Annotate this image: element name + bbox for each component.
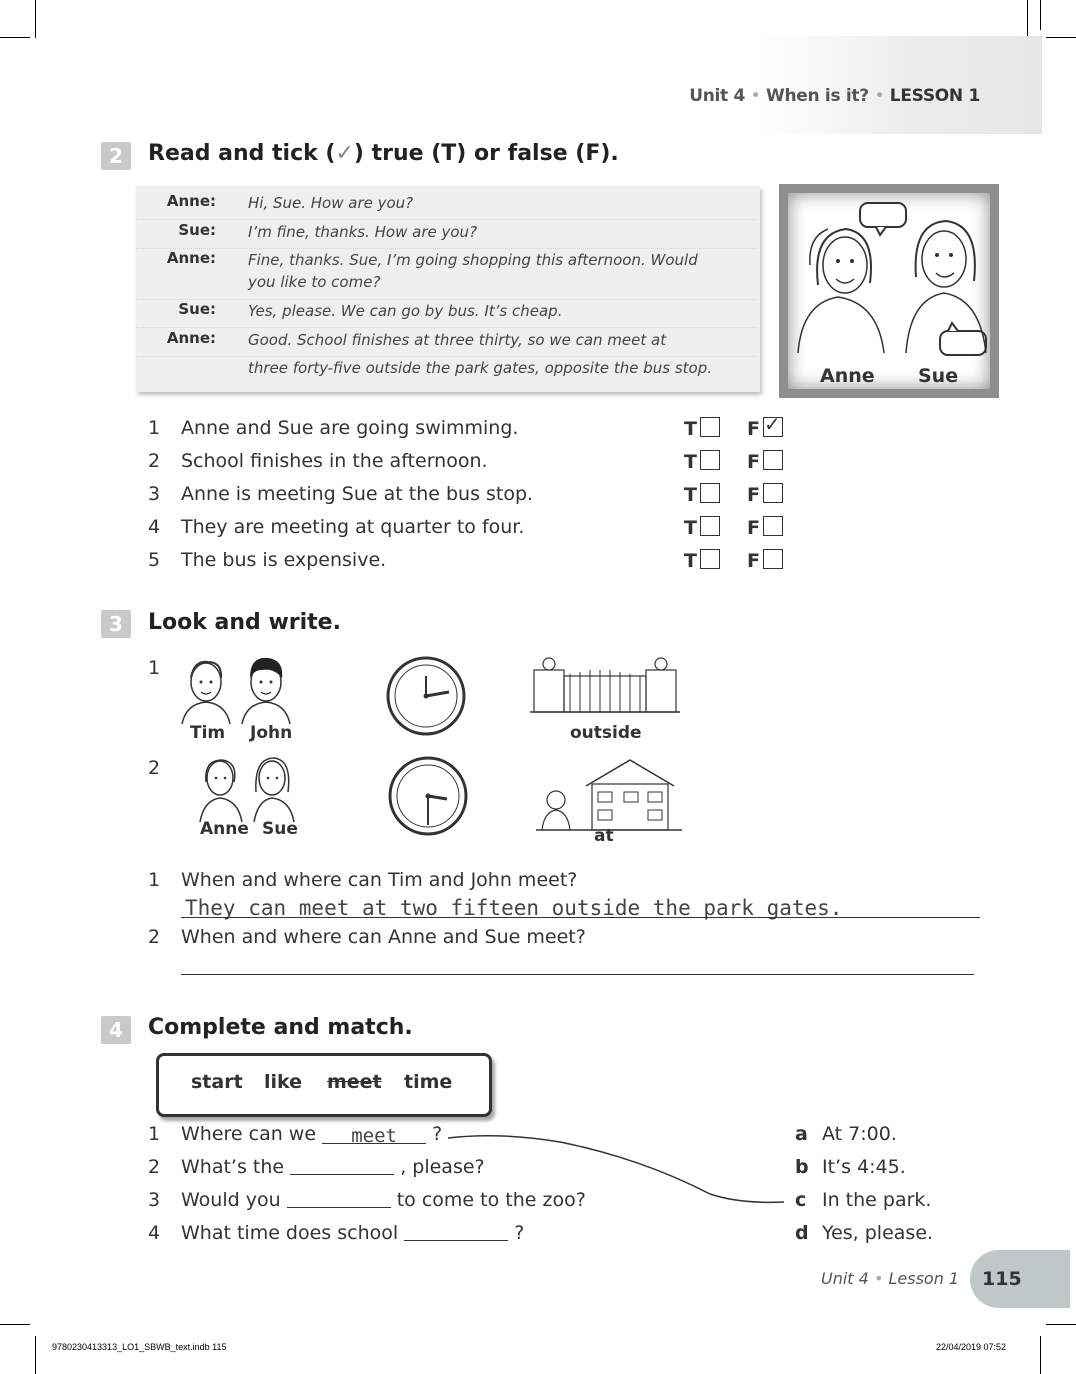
t-label: T [684, 517, 697, 539]
f-label: F [747, 550, 760, 572]
question-text: When and where can Anne and Sue meet? [181, 926, 586, 948]
label-sue: Sue [918, 365, 959, 387]
checkbox[interactable] [700, 450, 720, 470]
false-option[interactable] [747, 450, 783, 473]
true-option[interactable] [684, 516, 720, 539]
f-label: F [747, 517, 760, 539]
dialogue-row [136, 249, 756, 300]
dialogue-line: Good. School finishes at three thirty, so we can meet at [248, 331, 667, 349]
checkbox[interactable] [700, 483, 720, 503]
school-illustration [536, 756, 682, 834]
question-item [148, 926, 586, 948]
sentence-end: ? [432, 1123, 443, 1145]
answer-option [795, 1123, 897, 1145]
header-separator: • [874, 86, 885, 106]
true-option[interactable] [684, 417, 720, 440]
dialogue-box [136, 186, 760, 392]
false-option[interactable] [747, 516, 783, 539]
page-header [689, 86, 980, 106]
sentence-start: Where can we [181, 1123, 317, 1145]
matching-line [440, 1130, 790, 1210]
header-band [760, 36, 1042, 134]
label-anne: Anne [820, 365, 875, 387]
sentence-end: to come to the zoo? [396, 1189, 586, 1211]
crop-mark [1040, 0, 1041, 30]
crop-mark [1027, 0, 1028, 38]
exercise-number: 3 [101, 610, 131, 638]
caption-john: John [250, 723, 293, 743]
option-text: In the park. [822, 1189, 932, 1211]
speaker: Sue: [178, 221, 216, 239]
girls-illustration [196, 756, 304, 824]
speaker: Sue: [178, 300, 216, 318]
option-text: At 7:00. [822, 1123, 897, 1145]
two-girls-illustration [788, 193, 990, 389]
speaker: Anne: [166, 329, 216, 347]
answer-option [795, 1189, 931, 1211]
item-number: 2 [148, 926, 161, 948]
crop-mark [0, 1324, 30, 1325]
word-start: start [191, 1071, 243, 1093]
false-option[interactable] [747, 483, 783, 506]
crop-mark [35, 0, 36, 38]
answer-blank[interactable] [404, 1222, 508, 1241]
title-part: Read and tick ( [148, 141, 336, 166]
sentence-start: What time does school [181, 1222, 399, 1244]
sentence-start: Would you [181, 1189, 281, 1211]
word-time: time [404, 1071, 453, 1093]
header-lesson: LESSON 1 [889, 86, 980, 106]
option-letter: b [795, 1156, 809, 1178]
dialogue-line: Yes, please. We can go by bus. It’s cheap. [248, 302, 563, 320]
header-unit: Unit 4 [689, 86, 746, 106]
crop-mark [35, 1336, 36, 1374]
f-label: F [747, 418, 760, 440]
sentence-start: What’s the [181, 1156, 285, 1178]
clock-icon [385, 655, 467, 737]
item-number: 3 [148, 1189, 161, 1211]
checkbox[interactable] [763, 549, 783, 569]
anne-sue-picture [779, 184, 999, 398]
t-label: T [684, 418, 697, 440]
statement-text: Anne and Sue are going swimming. [181, 417, 519, 439]
t-label: T [684, 484, 697, 506]
option-letter: d [795, 1222, 809, 1244]
option-text: It’s 4:45. [822, 1156, 906, 1178]
checkbox-checked[interactable] [763, 412, 783, 437]
answer-blank[interactable] [287, 1189, 391, 1208]
statement-item [148, 549, 386, 571]
exercise-title: Look and write. [148, 610, 341, 635]
exercise-number: 4 [101, 1016, 131, 1044]
checkbox[interactable] [700, 549, 720, 569]
check-icon: ✓ [763, 412, 781, 436]
item-number: 4 [148, 516, 161, 538]
title-part: ) true (T) or false (F). [353, 141, 619, 166]
dialogue-row [136, 192, 756, 220]
speaker: Anne: [166, 249, 216, 267]
speaker: Anne: [166, 192, 216, 210]
dialogue-line: three forty-five outside the park gates, opposite the bus stop. [248, 359, 712, 377]
crop-mark [1046, 1324, 1076, 1325]
header-title: When is it? [766, 86, 869, 106]
answer-blank[interactable] [290, 1156, 394, 1175]
false-option[interactable] [747, 412, 783, 440]
answer-line-2[interactable] [181, 974, 974, 975]
word-like: like [264, 1071, 303, 1093]
statement-item [148, 483, 533, 505]
word-box [156, 1053, 492, 1117]
exercise-title: Complete and match. [148, 1015, 413, 1040]
dialogue-line: Hi, Sue. How are you? [248, 194, 414, 212]
checkbox[interactable] [700, 417, 720, 437]
statement-item [148, 516, 524, 538]
item-number: 2 [148, 450, 161, 472]
footer-separator: • [873, 1269, 884, 1288]
clock-icon [387, 755, 469, 837]
false-option[interactable] [747, 549, 783, 572]
statement-text: School finishes in the afternoon. [181, 450, 488, 472]
statement-text: The bus is expensive. [181, 549, 387, 571]
footer-unit: Unit 4 [821, 1269, 869, 1288]
caption-tim: Tim [190, 723, 226, 743]
crop-mark [0, 37, 30, 38]
sentence-item [148, 1156, 485, 1178]
item-number: 1 [148, 417, 161, 439]
sentence-end: , please? [400, 1156, 485, 1178]
dialogue-line: Fine, thanks. Sue, I’m going shopping this afternoon. Would you like to come? [248, 251, 698, 291]
item-number: 5 [148, 549, 161, 571]
exercise-number: 2 [101, 142, 131, 170]
item-number: 4 [148, 1222, 161, 1244]
item-number: 1 [148, 869, 161, 891]
caption-outside: outside [570, 723, 642, 743]
footer-lesson: Lesson 1 [888, 1269, 960, 1288]
checkbox[interactable] [763, 450, 783, 470]
question-item [148, 869, 577, 891]
answer-blank[interactable]: meet [322, 1125, 426, 1144]
sentence-item [148, 1222, 524, 1244]
dialogue-row [136, 357, 756, 384]
option-letter: c [795, 1189, 807, 1211]
option-text: Yes, please. [822, 1222, 934, 1244]
boys-illustration [178, 652, 298, 726]
row-number: 1 [148, 657, 161, 679]
crop-mark [1040, 1336, 1041, 1374]
statement-item [148, 417, 518, 439]
item-number: 3 [148, 483, 161, 505]
statement-text: Anne is meeting Sue at the bus stop. [181, 483, 534, 505]
true-option[interactable] [684, 450, 720, 473]
caption-anne: Anne [200, 819, 249, 839]
crop-mark [1046, 37, 1076, 38]
print-slug-date: 22/04/2019 07:52 [936, 1342, 1007, 1352]
dialogue-row [136, 300, 756, 328]
checkbox[interactable] [700, 516, 720, 536]
option-letter: a [795, 1123, 808, 1145]
item-number: 2 [148, 1156, 161, 1178]
t-label: T [684, 451, 697, 473]
dialogue-row [136, 329, 756, 357]
caption-sue: Sue [262, 819, 298, 839]
true-option[interactable] [684, 483, 720, 506]
f-label: F [747, 484, 760, 506]
f-label: F [747, 451, 760, 473]
answer-line-1[interactable]: They can meet at two fifteen outside the park gates. [185, 896, 843, 920]
header-separator: • [750, 86, 761, 106]
t-label: T [684, 550, 697, 572]
print-slug-file: 9780230413313_LO1_SBWB_text.indb 115 [52, 1342, 227, 1352]
dialogue-row [136, 221, 756, 249]
page-number: 115 [982, 1268, 1022, 1290]
statement-item [148, 450, 488, 472]
park-gates-illustration [530, 656, 680, 716]
tick-icon: ✓ [335, 141, 354, 166]
sentence-item [148, 1123, 442, 1145]
picture-frame [788, 193, 990, 389]
word-meet-crossed: meet [327, 1071, 382, 1093]
statement-text: They are meeting at quarter to four. [181, 516, 525, 538]
question-text: When and where can Tim and John meet? [181, 869, 578, 891]
item-number: 1 [148, 1123, 161, 1145]
checkbox[interactable] [763, 483, 783, 503]
sentence-end: ? [514, 1222, 525, 1244]
answer-option [795, 1156, 906, 1178]
checkbox[interactable] [763, 516, 783, 536]
dialogue-line: I’m fine, thanks. How are you? [248, 223, 478, 241]
caption-at: at [594, 826, 614, 846]
true-option[interactable] [684, 549, 720, 572]
write-line [181, 917, 980, 918]
answer-option [795, 1222, 933, 1244]
footer-label [821, 1269, 959, 1288]
exercise-title [148, 141, 619, 166]
row-number: 2 [148, 757, 161, 779]
